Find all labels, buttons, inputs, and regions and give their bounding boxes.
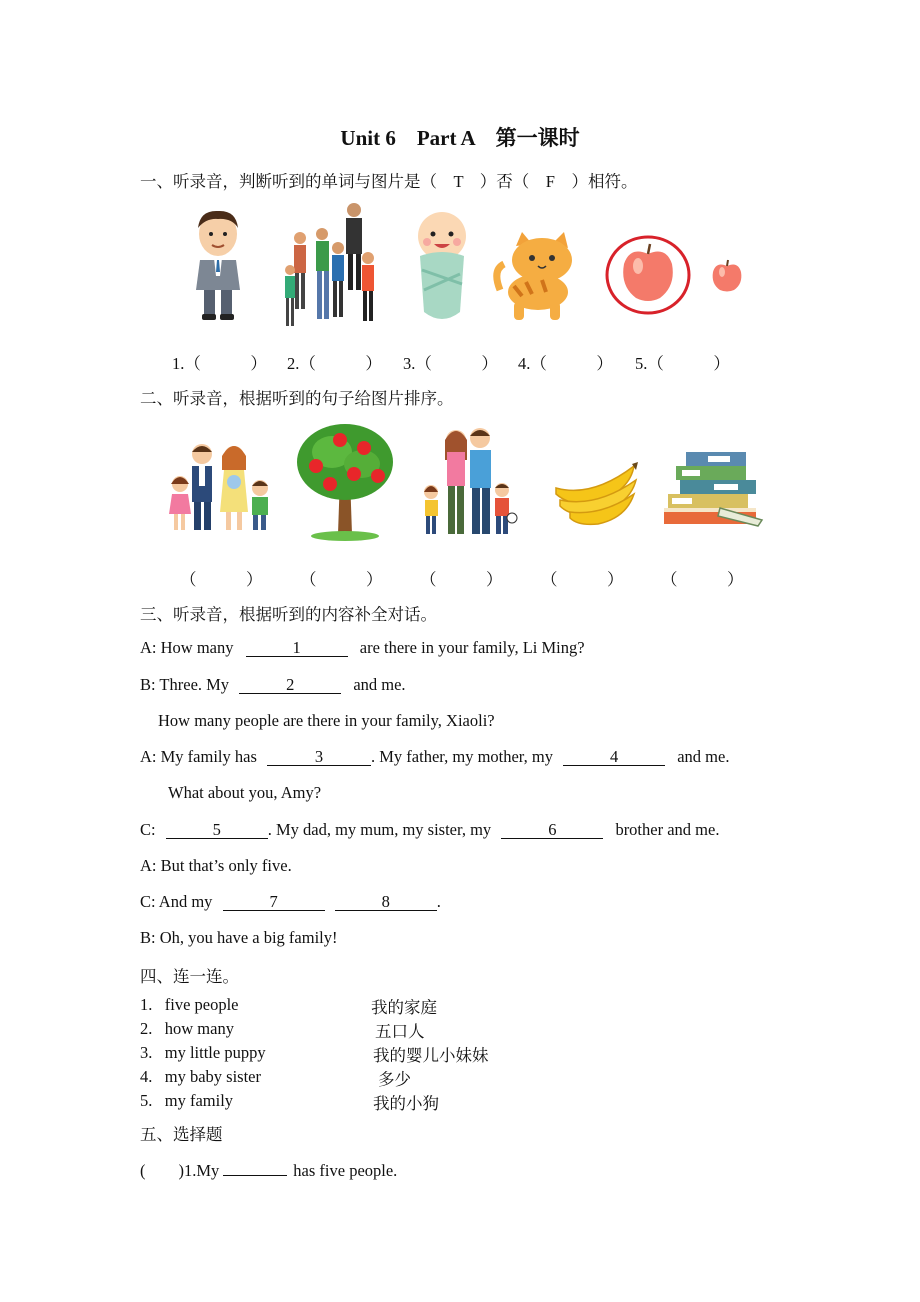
dialog-line-7: A: But that’s only five.: [140, 856, 292, 875]
bananas-icon: [552, 460, 640, 526]
match-zh-1[interactable]: 我的家庭: [371, 998, 437, 1017]
match-en-3[interactable]: 3. my little puppy: [140, 1043, 266, 1062]
dialog-text: are there in your family, Li Ming?: [359, 638, 585, 657]
order-slot-3[interactable]: （ ）: [420, 570, 503, 589]
dialog-line-3: How many people are there in your family, Xiaoli?: [158, 711, 495, 730]
cat-icon: [492, 230, 584, 324]
match-en-2[interactable]: 2. how many: [140, 1019, 234, 1038]
blank-2[interactable]: 2: [239, 676, 341, 694]
question-1-blank[interactable]: [223, 1175, 287, 1176]
section-3-heading: 三、听录音，根据听到的内容补全对话。: [140, 605, 437, 624]
baby-icon: [412, 208, 472, 324]
dialog-text: . My father, my mother, my: [371, 747, 553, 766]
dialog-text: brother and me.: [615, 820, 720, 839]
answer-slot-4[interactable]: 4.（ ）: [518, 354, 613, 373]
match-zh-5[interactable]: 我的小狗: [373, 1094, 439, 1113]
dialog-line-6: [140, 820, 719, 840]
circled-apple-icon: [604, 234, 692, 316]
dialog-text: C:: [140, 820, 156, 839]
match-en-4[interactable]: 4. my baby sister: [140, 1067, 261, 1086]
dialog-text: and me.: [353, 675, 406, 694]
books-icon: [658, 446, 766, 528]
match-en-5[interactable]: 5. my family: [140, 1091, 234, 1110]
dialog-text: . My dad, my mum, my sister, my: [267, 820, 492, 839]
dialog-text: A: How many: [140, 638, 234, 657]
order-slot-4[interactable]: （ ）: [541, 570, 624, 589]
blank-5[interactable]: 5: [166, 821, 268, 839]
blank-6[interactable]: 6: [501, 821, 603, 839]
dialog-text: B: Three. My: [140, 675, 230, 694]
family-of-four-icon: [420, 426, 518, 540]
order-slot-2[interactable]: （ ）: [300, 570, 383, 589]
question-text: ( )1.My: [140, 1161, 220, 1180]
match-zh-3[interactable]: 我的婴儿小妹妹: [373, 1046, 489, 1065]
blank-7[interactable]: 7: [223, 893, 325, 911]
blank-4[interactable]: 4: [563, 748, 665, 766]
dialog-text: and me.: [677, 747, 730, 766]
answer-slot-1[interactable]: 1.（ ）: [172, 354, 267, 373]
dialog-line-4: [140, 747, 729, 767]
dialog-text: A: My family has: [140, 747, 257, 766]
apple-tree-icon: [292, 416, 398, 542]
match-zh-2[interactable]: 五口人: [375, 1022, 425, 1041]
answer-slot-5[interactable]: 5.（ ）: [635, 354, 730, 373]
dialog-line-9: B: Oh, you have a big family!: [140, 928, 338, 947]
blank-3[interactable]: 3: [267, 748, 371, 766]
match-zh-4[interactable]: 多少: [378, 1070, 411, 1089]
man-icon: [186, 206, 250, 322]
section-2-heading: 二、听录音，根据听到的句子给图片排序。: [140, 389, 454, 408]
blank-1[interactable]: 1: [246, 639, 348, 657]
order-slot-5[interactable]: （ ）: [661, 570, 744, 589]
answer-slot-3[interactable]: 3.（ ）: [403, 354, 498, 373]
dialog-line-5: What about you, Amy?: [168, 783, 322, 802]
question-1: [140, 1157, 397, 1181]
answer-slot-2[interactable]: 2.（ ）: [287, 354, 382, 373]
page-title: Unit 6 Part A 第一课时: [340, 126, 580, 150]
dialog-line-2: [140, 675, 406, 695]
order-slot-1[interactable]: （ ）: [180, 570, 263, 589]
small-apple-icon: [708, 258, 746, 294]
section-5-heading: 五、选择题: [140, 1125, 223, 1144]
crowd-icon: [276, 200, 382, 332]
dialog-text: C: And my: [140, 892, 213, 911]
dialog-line-1: [140, 638, 585, 658]
dialog-text: .: [436, 892, 441, 911]
question-text: has five people.: [293, 1161, 398, 1180]
big-family-icon: [166, 442, 278, 534]
match-en-1[interactable]: 1. five people: [140, 995, 239, 1014]
section-1-heading: 一、听录音，判断听到的单词与图片是（ T ）否（ F ）相符。: [140, 172, 638, 191]
blank-8[interactable]: 8: [335, 893, 437, 911]
section-4-heading: 四、连一连。: [140, 967, 239, 986]
dialog-line-8: [140, 892, 441, 912]
